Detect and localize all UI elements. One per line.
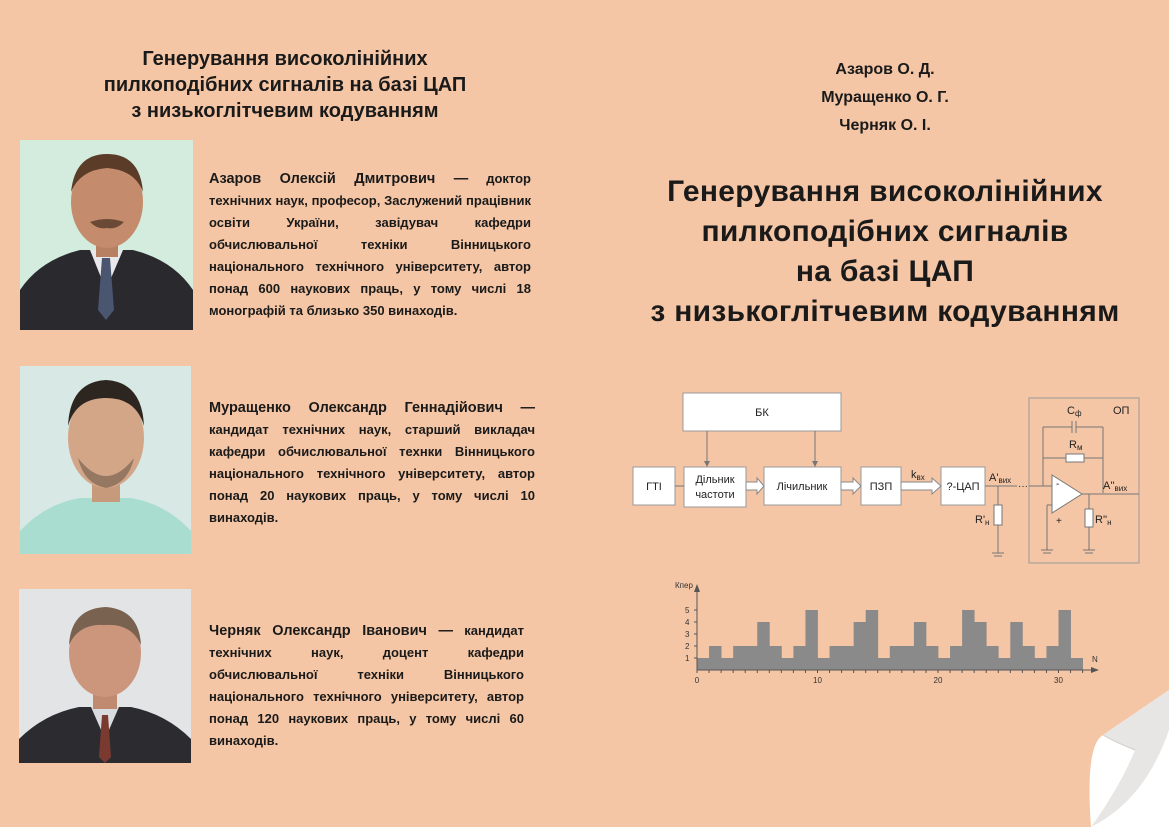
y-tick-label: 2 (685, 642, 690, 651)
k-input-label: kвх (911, 469, 925, 482)
y-axis-label: Кпер (675, 581, 693, 590)
chart-bar (757, 622, 769, 670)
chart-bar (998, 658, 1010, 670)
chart-bar (902, 646, 914, 670)
chart-bar (1059, 610, 1071, 670)
chart-bar (709, 646, 721, 670)
chart-bar (1071, 658, 1083, 670)
a-out-2-label: A''вих (1103, 480, 1128, 493)
chart-bar (914, 622, 926, 670)
chart-bar (950, 646, 962, 670)
chart-bar (1034, 658, 1046, 670)
front-author: Черняк О. І. (839, 117, 931, 134)
x-tick-label: 0 (694, 676, 700, 685)
a-out-1-label: A'вих (989, 472, 1012, 485)
chart-bar (793, 646, 805, 670)
front-title-line: Генерування високолінійних (667, 175, 1103, 208)
divider-label-2: частоти (695, 489, 735, 501)
chart-bar (1046, 646, 1058, 670)
chart-bar (769, 646, 781, 670)
bus-arrow-divider-counter (746, 478, 764, 494)
chart-bar (830, 646, 842, 670)
x-axis-arrow (1091, 667, 1099, 673)
chart-ticks (685, 606, 1083, 685)
bk-label: БК (755, 407, 769, 419)
chart-bar (974, 622, 986, 670)
resistor-rm (1066, 454, 1084, 462)
arrowhead (704, 461, 710, 467)
chart-bar (926, 646, 938, 670)
y-tick-label: 5 (685, 606, 690, 615)
chart-bar (781, 658, 793, 670)
front-title-line: на базі ЦАП (795, 255, 975, 288)
back-cover-title (70, 46, 500, 124)
chart-bar (842, 646, 854, 670)
back-title-line: пилкоподібних сигналів на базі ЦАП (103, 74, 467, 96)
y-axis-arrow (694, 584, 700, 592)
front-cover-authors (765, 56, 1005, 140)
author-name: Азаров Олексій Дмитрович — (209, 171, 469, 187)
chart-bar (866, 610, 878, 670)
resistor-rn1 (994, 505, 1002, 525)
author-description: кандидат технічних наук, доцент кафедри обчислювальної техніки Вінницького національного технічного університету, автор понад 120 наукових праць, у тому числі 60 винаходів. (209, 623, 524, 748)
gti-label: ГТІ (646, 481, 662, 493)
rn1-label: R'н (975, 514, 990, 527)
front-author: Азаров О. Д. (835, 61, 935, 78)
chart-bar (986, 646, 998, 670)
author-photo-azarov (20, 140, 193, 330)
chart-bar (805, 610, 817, 670)
chart-bar (818, 658, 830, 670)
noninv-input-sign: + (1056, 516, 1062, 527)
chart-bar (1010, 622, 1022, 670)
author-photo-murashchenko (20, 366, 191, 554)
back-title-line: з низькоглітчевим кодуванням (131, 100, 439, 122)
chart-bars (697, 610, 1083, 670)
divider-label-1: Дільник (695, 474, 735, 486)
ellipsis-dots: ··· (1018, 481, 1028, 492)
chart-bar (854, 622, 866, 670)
x-tick-label: 20 (933, 676, 943, 685)
chart-bar (1022, 646, 1034, 670)
author-bio-cherniak (209, 620, 524, 752)
front-title-line: пилкоподібних сигналів (701, 215, 1069, 248)
glitch-chart (665, 578, 1115, 698)
chart-bar (962, 610, 974, 670)
divider-block (684, 467, 746, 507)
block-diagram (625, 385, 1155, 570)
chart-bar (878, 658, 890, 670)
chart-bar (697, 658, 709, 670)
author-photo-cherniak (19, 589, 191, 763)
chart-bar (733, 646, 745, 670)
chart-bar (938, 658, 950, 670)
back-title-line: Генерування високолінійних (142, 48, 428, 70)
counter-label: Лічильник (776, 481, 828, 493)
x-axis-label: N (1092, 655, 1098, 664)
front-cover-title (605, 172, 1165, 332)
cf-label: Cф (1067, 405, 1082, 418)
x-tick-label: 10 (813, 676, 822, 685)
page-curl (1085, 690, 1169, 827)
chart-bar (890, 646, 902, 670)
author-name: Муращенко Олександр Геннадійович — (209, 400, 535, 416)
y-tick-label: 4 (685, 618, 690, 627)
y-tick-label: 1 (685, 654, 690, 663)
x-tick-label: 30 (1054, 676, 1063, 685)
front-title-line: з низькоглітчевим кодуванням (650, 295, 1120, 328)
op-amp-frame (1029, 398, 1139, 563)
y-tick-label: 3 (685, 630, 690, 639)
front-author: Муращенко О. Г. (821, 89, 949, 106)
dac-label: ?-ЦАП (946, 481, 980, 493)
inv-input-sign: - (1056, 479, 1060, 490)
author-description: кандидат технічних наук, старший викладач кафедри обчислювальної технки Вінницького національного технічного університету, автор понад 20 наукових праць, у тому числі 10 винаходів. (209, 422, 535, 525)
bus-arrow-counter-pzp (841, 478, 861, 494)
author-bio-murashchenko (209, 397, 535, 529)
rm-label: Rм (1069, 439, 1083, 452)
author-name: Черняк Олександр Іванович — (209, 623, 454, 639)
chart-bar (745, 646, 757, 670)
op-label: ОП (1113, 405, 1130, 417)
pzp-label: ПЗП (869, 481, 893, 493)
chart-bar (721, 658, 733, 670)
arrowhead (812, 461, 818, 467)
resistor-rn2 (1085, 509, 1093, 527)
author-description: доктор технічних наук, професор, Заслужений працівник освіти України, завідувач кафедри обчислювальної техніки Вінницького національного технічного університету, автор понад 600 наукових праць, у тому числі 18 монографій та близько 350 винаходів. (209, 171, 531, 318)
rn2-label: R''н (1095, 514, 1112, 527)
author-bio-azarov (209, 168, 531, 322)
